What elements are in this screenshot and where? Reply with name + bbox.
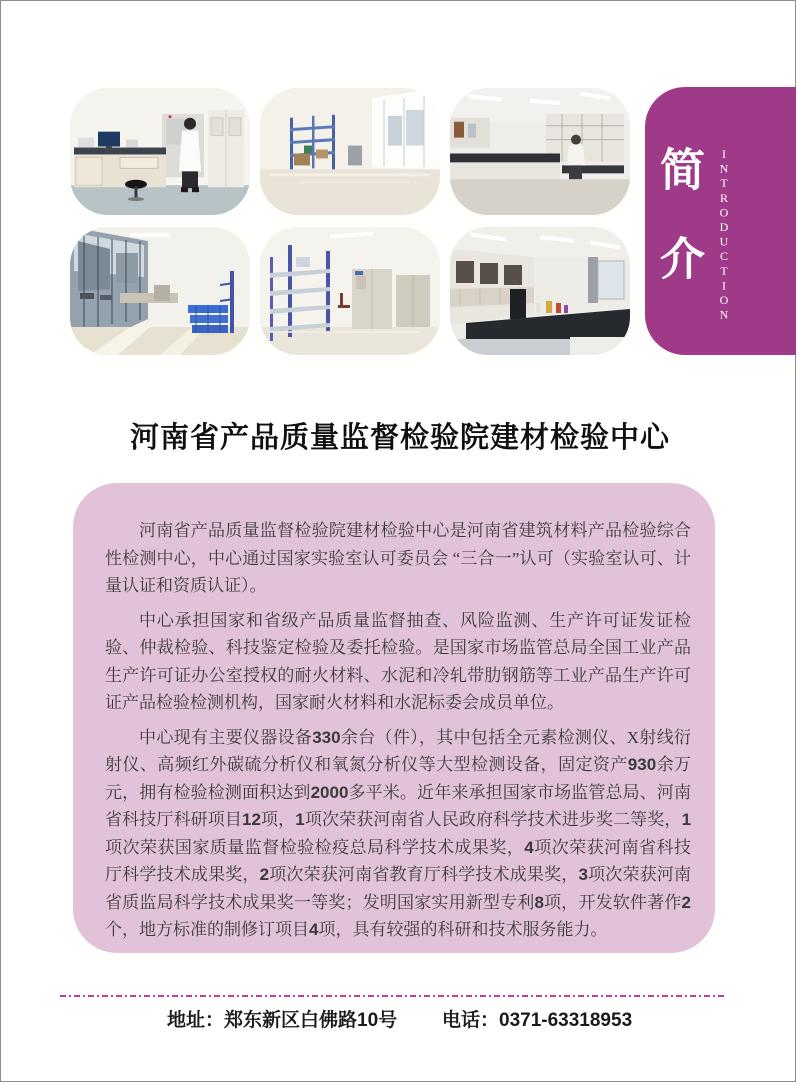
page-title: 河南省产品质量监督检验院建材检验中心 (129, 422, 670, 454)
address-text: 地址：郑东新区白佛路10号 (167, 1010, 398, 1031)
intro-paragraph-1: 河南省产品质量监督检验院建材检验中心是河南省建筑材料产品检验综合性检测中心，中心通过国家实验室认可委员会 “三合一”认可（实验室认可、计量认证和资质认证）。 (105, 521, 691, 595)
introduction-box (73, 483, 715, 953)
tab-title-chinese: 简介 (653, 146, 704, 324)
photo-illustration (450, 88, 630, 215)
photo-chem-lab-analyst (450, 88, 630, 215)
tab-title-english: INTRODUCTION (717, 147, 731, 323)
intro-paragraph-2: 中心承担国家和省级产品质量监督抽查、风险监测、生产许可证发证检验、仲裁检验、科技鉴定检验及委托检验。是国家市场监管总局全国工业产品生产许可证办公室授权的耐火材料、水泥和冷轧带肋钢筋等工业产品生产许可证产品检验检测机构，国家耐火材料和水泥标委会成员单位。 (105, 610, 691, 712)
photo-illustration (260, 227, 440, 355)
photo-illustration (70, 88, 250, 215)
photo-illustration (70, 227, 250, 355)
photo-rack-and-machines (260, 227, 440, 355)
photo-storage-racks (260, 88, 440, 215)
photo-illustration (260, 88, 440, 215)
photo-lab-bench-analyzer (70, 88, 250, 215)
photo-illustration (450, 227, 630, 355)
photo-window-hall-pallets (70, 227, 250, 355)
phone-text: 电话：0371-63318953 (442, 1010, 633, 1031)
dash-dot-divider (60, 995, 727, 997)
intro-paragraph-3: 中心现有主要仪器设备330余台（件），其中包括全元素检测仪、X射线衍射仪、高频红外碳硫分析仪和氧氮分析仪等大型检测设备，固定资产930余万元，拥有检验检测面积达到2000多平米。近年来承担国家市场监管总局、河南省科技厅科研项目12项，1项次荣获河南省人民政府科学技术进步奖二等奖，1项次荣获国家质量监督检验检疫总局科学技术成果奖，4项次荣获河南省科技厅科学技术成果奖，2项次荣获河南省教育厅科学技术成果奖，3项次荣获河南省质监局科学技术成果奖一等奖；发明国家实用新型专利8项，开发软件著作2个，地方标准的制修订项目4项，具有较强的科研和技术服务能力。 (105, 727, 692, 939)
photo-fume-hoods-bench (450, 227, 630, 355)
